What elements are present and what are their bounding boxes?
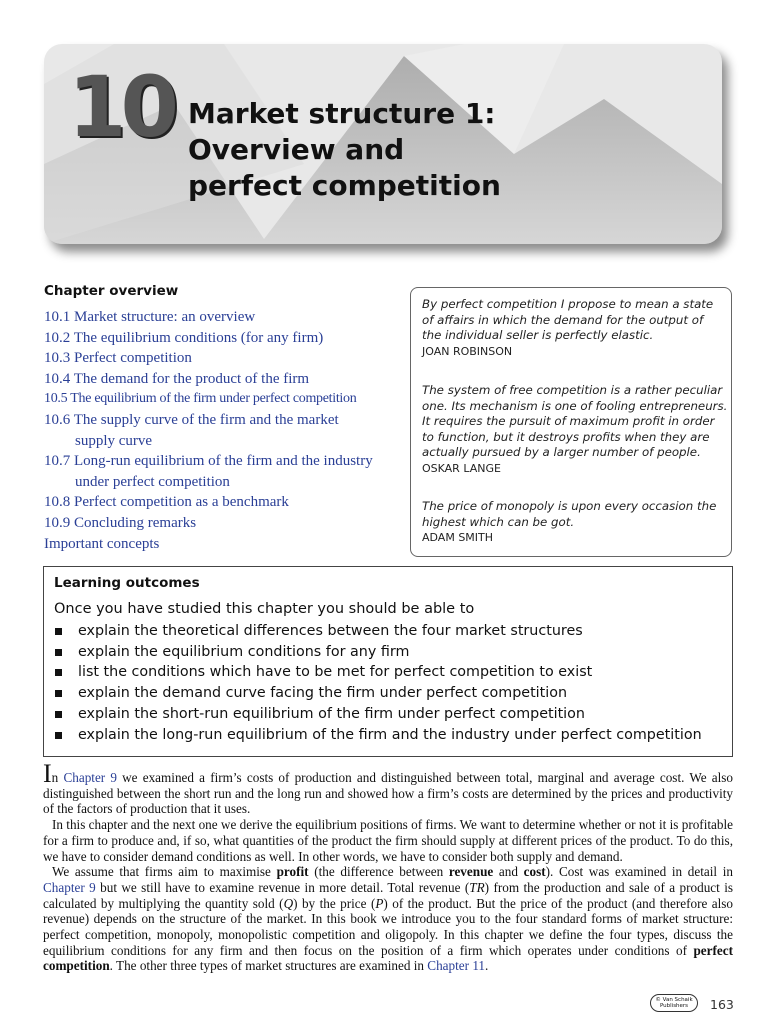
square-bullet-icon bbox=[55, 732, 62, 739]
square-bullet-icon bbox=[55, 628, 62, 635]
quote-line: By perfect competition I propose to mean a state bbox=[422, 297, 714, 311]
list-item bbox=[54, 621, 702, 642]
text-run: ) by the price ( bbox=[293, 895, 376, 911]
learning-outcomes-intro: Once you have studied this chapter you should be able to bbox=[54, 601, 475, 617]
chapter-title-line: perfect competition bbox=[188, 169, 501, 202]
toc-link[interactable]: 10.8 Perfect competition as a benchmark bbox=[44, 494, 289, 511]
quote-line: highest which can be got. bbox=[422, 514, 575, 529]
list-item bbox=[54, 725, 702, 746]
outcome-text: explain the long-run equilibrium of the firm and the industry under perfect competition bbox=[78, 726, 702, 743]
term-bold: revenue bbox=[448, 864, 494, 880]
symbol-italic: TR bbox=[469, 879, 485, 895]
quote bbox=[422, 499, 728, 545]
quote-line: The price of monopoly is upon every occasion the bbox=[422, 499, 717, 513]
drop-cap: I bbox=[43, 759, 52, 788]
quote-line: of affairs in which the demand for the output of bbox=[422, 312, 704, 327]
symbol-italic: P bbox=[375, 895, 384, 911]
quote-line: to function, but it destroys profits when they are bbox=[422, 429, 710, 444]
term-bold: perfect competition bbox=[43, 942, 733, 974]
text-run: and bbox=[493, 864, 524, 880]
toc-link[interactable]: 10.4 The demand for the product of the firm bbox=[44, 370, 310, 387]
quote-line: The system of free competition is a rather peculiar bbox=[422, 383, 723, 397]
quote bbox=[422, 383, 728, 476]
square-bullet-icon bbox=[55, 690, 62, 697]
quote-line: actually pursued by a larger number of people. bbox=[422, 445, 701, 460]
toc-link[interactable]: under perfect competition bbox=[75, 473, 230, 490]
learning-outcomes-heading: Learning outcomes bbox=[54, 575, 200, 591]
text-run: we examined a firm’s costs of production and distinguished between total, marginal and average cost. We also distinguished between the short run and the long run and showed how a firm’s costs are determined by the prices and productivity of the factors of production that it uses. bbox=[43, 770, 734, 817]
term-bold: profit bbox=[276, 864, 309, 880]
chapter-overview-list bbox=[44, 307, 414, 554]
toc-link[interactable]: 10.3 Perfect competition bbox=[44, 350, 192, 367]
toc-link[interactable]: 10.2 The equilibrium conditions (for any firm) bbox=[44, 329, 324, 346]
learning-outcomes-box bbox=[43, 566, 733, 757]
publisher-name-line2: Publishers bbox=[659, 1003, 689, 1009]
list-item bbox=[54, 683, 702, 704]
chapter-link[interactable]: Chapter 9 bbox=[63, 770, 117, 785]
square-bullet-icon bbox=[55, 711, 62, 718]
quotes-box bbox=[410, 287, 732, 557]
text-run: . bbox=[485, 958, 489, 974]
term-bold: cost bbox=[523, 864, 546, 880]
text-run: (the difference between bbox=[308, 864, 449, 880]
toc-link[interactable]: 10.6 The supply curve of the firm and the market bbox=[44, 411, 339, 428]
quote-line: It requires the pursuit of maximum profit in order bbox=[422, 414, 715, 429]
paragraph bbox=[43, 864, 733, 974]
text-run: ). Cost was examined in detail in bbox=[545, 864, 734, 880]
quote-line: the individual seller is perfectly elastic. bbox=[422, 328, 654, 343]
toc-link[interactable]: supply curve bbox=[75, 432, 153, 449]
chapter-title-line: Overview and bbox=[188, 133, 405, 166]
toc-link[interactable]: 10.1 Market structure: an overview bbox=[44, 309, 256, 325]
outcome-text: explain the demand curve facing the firm under perfect competition bbox=[78, 685, 568, 702]
toc-link[interactable]: 10.5 The equilibrium of the firm under perfect competition bbox=[44, 391, 357, 407]
list-item bbox=[54, 642, 702, 663]
learning-outcomes-list bbox=[54, 621, 702, 745]
text-run: but we still have to examine revenue in more detail. Total revenue ( bbox=[95, 879, 470, 895]
chapter-link[interactable]: Chapter 11 bbox=[427, 958, 486, 974]
chapter-title-line: Market structure 1: bbox=[188, 97, 496, 130]
chapter-title bbox=[188, 96, 508, 204]
quote-line: one. Its mechanism is one of fooling entrepreneurs. bbox=[422, 398, 728, 413]
quote-author: OSKAR LANGE bbox=[422, 461, 501, 475]
toc-link[interactable]: 10.9 Concluding remarks bbox=[44, 514, 197, 531]
square-bullet-icon bbox=[55, 649, 62, 656]
publisher-name: © Van Schaik bbox=[655, 997, 693, 1003]
paragraph bbox=[43, 759, 734, 817]
square-bullet-icon bbox=[55, 669, 62, 676]
body-text bbox=[43, 759, 734, 974]
text-run: We assume that firms aim to maximise bbox=[52, 864, 277, 880]
paragraph: In this chapter and the next one we derive the equilibrium positions of firms. We want to determine whether or not it is profitable for a firm to produce and, if so, what quantities of the product the firm should supply at different prices of the product. To do this, we have to consider demand conditions as well. In other words, we have to consider both supply and demand. bbox=[43, 817, 733, 864]
text-run: n bbox=[51, 770, 64, 785]
page-number: 163 bbox=[710, 997, 734, 1012]
outcome-text: explain the theoretical differences between the four market structures bbox=[78, 623, 583, 639]
toc-link[interactable]: Important concepts bbox=[44, 535, 160, 552]
quote-author: ADAM SMITH bbox=[422, 531, 494, 545]
list-item bbox=[54, 704, 702, 725]
quote bbox=[422, 297, 728, 359]
symbol-italic: Q bbox=[283, 895, 294, 911]
outcome-text: explain the short-run equilibrium of the firm under perfect competition bbox=[78, 705, 585, 722]
text-run: ) from the production and sale of a product is calculated by multiplying the quantity sold ( bbox=[43, 879, 734, 911]
publisher-logo bbox=[650, 994, 698, 1012]
text-run: ) of the product. But the price of the product (and therefore also revenue) depends on the structure of the market. In this book we introduce you to the four standard forms of market structure: perfect competition, monopoly, monopolistic competition and oligopoly. In this chapter we define the four types, discuss the equilibrium conditions for any firm and then focus on the position of a firm which operates under conditions of bbox=[43, 895, 734, 958]
chapter-number: 10 bbox=[68, 58, 173, 156]
outcome-text: explain the equilibrium conditions for any firm bbox=[78, 643, 410, 660]
chapter-overview-heading: Chapter overview bbox=[44, 283, 179, 299]
quote-author: JOAN ROBINSON bbox=[422, 344, 513, 358]
toc-link[interactable]: 10.7 Long-run equilibrium of the firm and the industry bbox=[44, 453, 373, 470]
text-run: . The other three types of market structures are examined in bbox=[109, 958, 428, 974]
outcome-text: list the conditions which have to be met for perfect competition to exist bbox=[78, 664, 593, 681]
chapter-link[interactable]: Chapter 9 bbox=[43, 879, 96, 895]
list-item bbox=[54, 662, 702, 683]
